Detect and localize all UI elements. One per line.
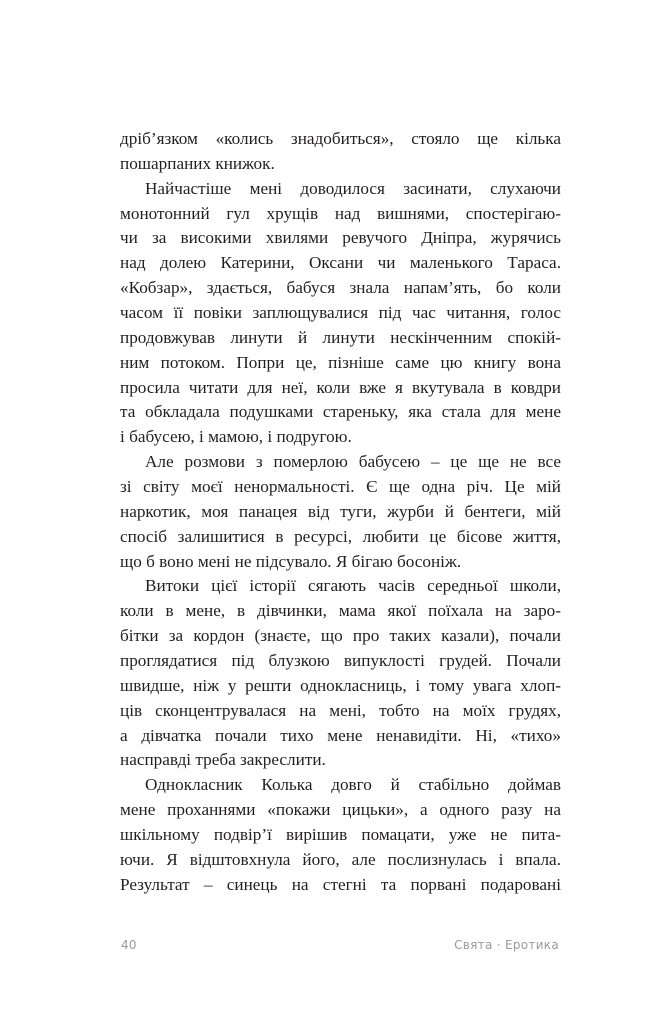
text-line: продовжував линути й линути нескінченним спокій- xyxy=(120,327,561,347)
text-line: зі світу моєї ненормальності. Є ще одна річ. Це мій xyxy=(120,477,561,497)
text-line: Але розмови з померлою бабусею – це ще не все xyxy=(145,452,561,472)
text-line: шкільному подвір’ї вирішив помацати, уже не пита- xyxy=(120,825,561,845)
text-line: Витоки цієї історії сягають часів середньої школи, xyxy=(145,576,561,596)
text-line: Найчастіше мені доводилося засинати, слухаючи xyxy=(145,178,561,198)
text-line: монотонний гул хрущів над вишнями, спостерігаю- xyxy=(120,203,561,223)
text-line: пошарпаних книжок. xyxy=(120,153,275,173)
page-number: 40 xyxy=(121,938,137,952)
text-line: просила читати для неї, коли вже я вкутувала в ковдри xyxy=(120,377,561,397)
text-line: над долею Катерини, Оксани чи маленького Тараса. xyxy=(120,253,561,273)
text-line: мене проханнями «покажи цицьки», а одного разу на xyxy=(120,800,561,820)
text-line: та обкладала подушками стареньку, яка стала для мене xyxy=(120,402,561,422)
text-line: Однокласник Колька довго й стабільно доймав xyxy=(145,775,561,795)
paragraph xyxy=(120,177,561,450)
text-line: проглядатися під блузкою випуклості грудей. Почали xyxy=(120,651,561,671)
text-line: часом її повіки заплющувалися під час читання, голос xyxy=(120,303,561,323)
paragraph xyxy=(120,574,561,773)
paragraph xyxy=(120,127,561,177)
text-line: ців сконцентрувалася на мені, тобто на моїх грудях, xyxy=(120,700,561,720)
text-line: що б воно мені не підсувало. Я бігаю босоніж. xyxy=(120,551,462,571)
text-line: «Кобзар», здається, бабуся знала напам’ять, бо коли xyxy=(120,278,561,298)
text-line: і бабусею, і мамою, і подругою. xyxy=(120,427,352,447)
text-line: ючи. Я відштовхнула його, але послизнулась і впала. xyxy=(120,849,561,869)
text-line: наркотик, моя панацея від туги, журби й бентеги, мій xyxy=(120,501,561,521)
text-line: коли в мене, в дівчинки, мама якої поїхала на заро- xyxy=(120,601,561,621)
running-title: Свята · Еротика xyxy=(454,938,559,952)
paragraph xyxy=(120,773,561,897)
text-line: чи за високими хвилями ревучого Дніпра, журячись xyxy=(120,228,561,248)
text-line: Результат – синець на стегні та порвані подаровані xyxy=(120,874,561,894)
text-line: а дівчатка почали тихо мене ненавидіти. Ні, «тихо» xyxy=(120,725,561,745)
text-line: ним потоком. Попри це, пізніше саме цю книгу вона xyxy=(120,352,561,372)
paragraph xyxy=(120,450,561,574)
text-line: насправді треба закреслити. xyxy=(120,750,326,770)
text-line: швидше, ніж у решти однокласниць, і тому увага хлоп- xyxy=(120,675,561,695)
text-line: дріб’язком «колись знадобиться», стояло ще кілька xyxy=(120,129,561,148)
page-body-text xyxy=(120,127,561,898)
text-line: бітки за кордон (знаєте, що про таких казали), почали xyxy=(120,626,561,646)
text-line: спосіб залишитися в ресурсі, любити це бісове життя, xyxy=(120,526,561,546)
